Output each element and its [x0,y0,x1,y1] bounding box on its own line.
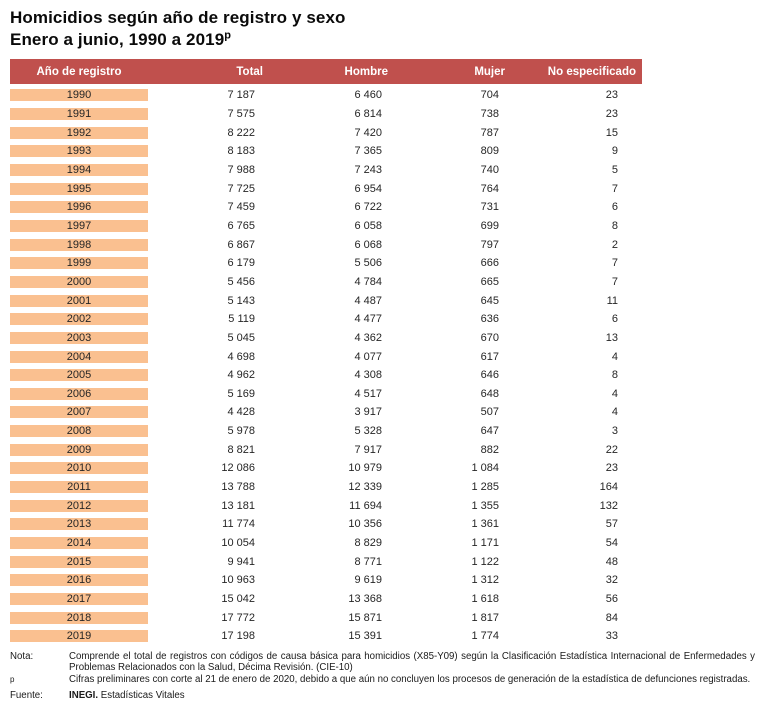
table-row [10,440,642,459]
table-row [10,291,642,310]
mujer-cell: 666 [480,257,499,270]
table-row [10,478,642,497]
year-cell: 2015 [10,556,148,568]
mujer-cell: 797 [480,238,499,251]
table-row [10,403,642,422]
no-especificado-cell: 84 [605,611,618,624]
total-cell: 17 198 [221,630,255,643]
mujer-cell: 787 [480,126,499,139]
hombre-cell: 4 362 [354,331,382,344]
hombre-cell: 8 829 [354,537,382,550]
no-especificado-cell: 23 [605,462,618,475]
no-especificado-cell: 164 [599,481,618,494]
year-cell: 1999 [10,257,148,269]
year-cell: 1990 [10,89,148,101]
hombre-cell: 7 243 [354,163,382,176]
total-cell: 7 575 [227,107,255,120]
table-row [10,86,642,105]
no-especificado-cell: 7 [611,257,618,270]
mujer-cell: 882 [480,443,499,456]
table-row [10,552,642,571]
hombre-cell: 3 917 [354,406,382,419]
footnote-text: INEGI. Estadísticas Vitales [69,690,185,702]
page-title [10,7,750,50]
hombre-cell: 4 308 [354,369,382,382]
column-header-ano-de-registro: Año de registro [36,65,122,78]
table-header-row [10,59,642,84]
no-especificado-cell: 15 [605,126,618,139]
table-row [10,105,642,124]
total-cell: 5 045 [227,331,255,344]
no-especificado-cell: 7 [611,275,618,288]
year-cell: 1998 [10,239,148,251]
year-cell: 1992 [10,127,148,139]
total-cell: 5 119 [228,313,255,326]
footnote-text: Comprende el total de registros con códigos de causa básica para homicidios (X85-Y09) según la Clasificación Estadística Internacional de Enfermedades y Problemas Relacionados con la Salud, Décima Revisión. (CIE-10) [69,650,755,674]
total-cell: 13 181 [221,499,255,512]
table-row [10,217,642,236]
no-especificado-cell: 132 [599,499,618,512]
table-row [10,459,642,478]
no-especificado-cell: 4 [611,387,618,400]
total-cell: 12 086 [221,462,255,475]
year-cell: 2005 [10,369,148,381]
mujer-cell: 738 [480,107,499,120]
total-cell: 6 867 [227,238,255,251]
no-especificado-cell: 22 [605,443,618,456]
mujer-cell: 647 [480,425,499,438]
total-cell: 4 962 [227,369,255,382]
mujer-cell: 1 084 [471,462,499,475]
no-especificado-cell: 48 [605,555,618,568]
table-row [10,329,642,348]
hombre-cell: 15 871 [348,611,382,624]
footnote [10,651,755,674]
hombre-cell: 7 917 [354,443,382,456]
hombre-cell: 7 365 [354,145,382,158]
table-row [10,198,642,217]
hombre-cell: 4 784 [354,275,382,288]
table-row [10,161,642,180]
hombre-cell: 6 722 [354,201,382,214]
no-especificado-cell: 3 [611,425,618,438]
year-cell: 2011 [10,481,148,493]
year-cell: 2004 [10,351,148,363]
table-row [10,627,642,646]
hombre-cell: 6 068 [354,238,382,251]
year-cell: 1995 [10,183,148,195]
footnote-label: Fuente: [10,690,43,702]
mujer-cell: 809 [480,145,499,158]
total-cell: 8 183 [227,145,255,158]
no-especificado-cell: 4 [611,350,618,363]
total-cell: 9 941 [227,555,255,568]
year-cell: 2001 [10,295,148,307]
hombre-cell: 6 460 [354,89,382,102]
year-cell: 2012 [10,500,148,512]
total-cell: 5 169 [227,387,255,400]
title-line1: Homicidios según año de registro y sexo [10,8,346,27]
footnote-text: Cifras preliminares con corte al 21 de enero de 2020, debido a que aún no concluyen los procesos de generación de la estadística de defunciones registradas. [69,674,751,686]
mujer-cell: 507 [480,406,499,419]
total-cell: 8 222 [227,126,255,139]
footnote-label: Nota: [10,650,34,662]
mujer-cell: 636 [480,313,499,326]
no-especificado-cell: 11 [606,294,618,307]
year-cell: 2013 [10,518,148,530]
table-row [10,142,642,161]
total-cell: 6 765 [227,219,255,232]
total-cell: 5 456 [227,275,255,288]
year-cell: 2006 [10,388,148,400]
year-cell: 1994 [10,164,148,176]
title-line2: Enero a junio, 1990 a 2019 [10,29,225,49]
year-cell: 2017 [10,593,148,605]
hombre-cell: 8 771 [354,555,382,568]
column-header-mujer: Mujer [474,65,505,78]
year-cell: 2008 [10,425,148,437]
total-cell: 7 459 [227,201,255,214]
hombre-cell: 11 694 [349,499,382,512]
hombre-cell: 10 356 [348,518,382,531]
total-cell: 11 774 [222,518,255,531]
hombre-cell: 4 517 [354,387,382,400]
no-especificado-cell: 56 [605,593,618,606]
total-cell: 7 988 [227,163,255,176]
no-especificado-cell: 13 [605,331,618,344]
no-especificado-cell: 6 [611,313,618,326]
no-especificado-cell: 4 [611,406,618,419]
column-header-no-especificado: No especificado [547,65,636,78]
table-row [10,571,642,590]
year-cell: 2016 [10,574,148,586]
mujer-cell: 1 285 [471,481,499,494]
total-cell: 17 772 [221,611,255,624]
total-cell: 10 054 [221,537,255,550]
year-cell: 2000 [10,276,148,288]
year-cell: 1996 [10,201,148,213]
year-cell: 1993 [10,145,148,157]
no-especificado-cell: 8 [611,219,618,232]
mujer-cell: 1 774 [471,630,499,643]
hombre-cell: 15 391 [348,630,382,643]
table-row [10,254,642,273]
mujer-cell: 645 [480,294,499,307]
no-especificado-cell: 33 [605,630,618,643]
year-cell: 2009 [10,444,148,456]
table-body [10,86,642,646]
table-row [10,385,642,404]
year-cell: 2002 [10,313,148,325]
mujer-cell: 1 618 [471,593,499,606]
table-row [10,366,642,385]
no-especificado-cell: 2 [611,238,618,251]
year-cell: 2019 [10,630,148,642]
table-row [10,235,642,254]
total-cell: 7 725 [227,182,255,195]
year-cell: 2010 [10,462,148,474]
hombre-cell: 6 954 [354,182,382,195]
no-especificado-cell: 9 [611,145,618,158]
no-especificado-cell: 6 [611,201,618,214]
no-especificado-cell: 8 [611,369,618,382]
column-header-hombre: Hombre [344,65,388,78]
mujer-cell: 665 [480,275,499,288]
mujer-cell: 704 [480,89,499,102]
mujer-cell: 1 817 [471,611,499,624]
total-cell: 5 143 [227,294,255,307]
no-especificado-cell: 54 [605,537,618,550]
mujer-cell: 1 355 [471,499,499,512]
mujer-cell: 646 [480,369,499,382]
mujer-cell: 699 [480,219,499,232]
table-row [10,496,642,515]
table-row [10,515,642,534]
total-cell: 15 042 [221,593,255,606]
mujer-cell: 764 [480,182,499,195]
hombre-cell: 10 979 [348,462,382,475]
table-row [10,179,642,198]
mujer-cell: 1 122 [471,555,499,568]
mujer-cell: 740 [480,163,499,176]
no-especificado-cell: 5 [611,163,618,176]
total-cell: 10 963 [221,574,255,587]
total-cell: 13 788 [221,481,255,494]
title-superscript-p: p [224,28,232,41]
hombre-cell: 6 058 [354,219,382,232]
hombre-cell: 13 368 [348,593,382,606]
table-row [10,347,642,366]
year-cell: 1991 [10,108,148,120]
no-especificado-cell: 7 [611,182,618,195]
year-cell: 2003 [10,332,148,344]
table-row [10,534,642,553]
table-row [10,590,642,609]
mujer-cell: 670 [480,331,499,344]
no-especificado-cell: 23 [605,89,618,102]
table-row [10,310,642,329]
table-row [10,273,642,292]
table-row [10,422,642,441]
mujer-cell: 1 361 [471,518,499,531]
hombre-cell: 12 339 [348,481,382,494]
hombre-cell: 4 077 [354,350,382,363]
hombre-cell: 4 477 [354,313,382,326]
mujer-cell: 648 [480,387,499,400]
mujer-cell: 617 [480,350,499,363]
no-especificado-cell: 23 [605,107,618,120]
hombre-cell: 4 487 [354,294,382,307]
hombre-cell: 9 619 [354,574,382,587]
notes [10,651,755,702]
mujer-cell: 1 171 [471,537,499,550]
total-cell: 7 187 [227,89,255,102]
hombre-cell: 5 506 [354,257,382,270]
year-cell: 2014 [10,537,148,549]
footnote [10,674,755,690]
total-cell: 4 428 [227,406,255,419]
total-cell: 8 821 [227,443,255,456]
hombre-cell: 6 814 [354,107,382,120]
no-especificado-cell: 32 [605,574,618,587]
table-row [10,123,642,142]
year-cell: 2018 [10,612,148,624]
homicides-table [10,59,642,646]
total-cell: 5 978 [227,425,255,438]
mujer-cell: 1 312 [471,574,499,587]
year-cell: 2007 [10,406,148,418]
total-cell: 6 179 [227,257,255,270]
column-header-total: Total [236,65,263,78]
mujer-cell: 731 [480,201,499,214]
table-row [10,608,642,627]
hombre-cell: 7 420 [354,126,382,139]
footnote-label: p [10,675,15,685]
footnote [10,690,755,702]
year-cell: 1997 [10,220,148,232]
no-especificado-cell: 57 [605,518,618,531]
total-cell: 4 698 [227,350,255,363]
hombre-cell: 5 328 [354,425,382,438]
